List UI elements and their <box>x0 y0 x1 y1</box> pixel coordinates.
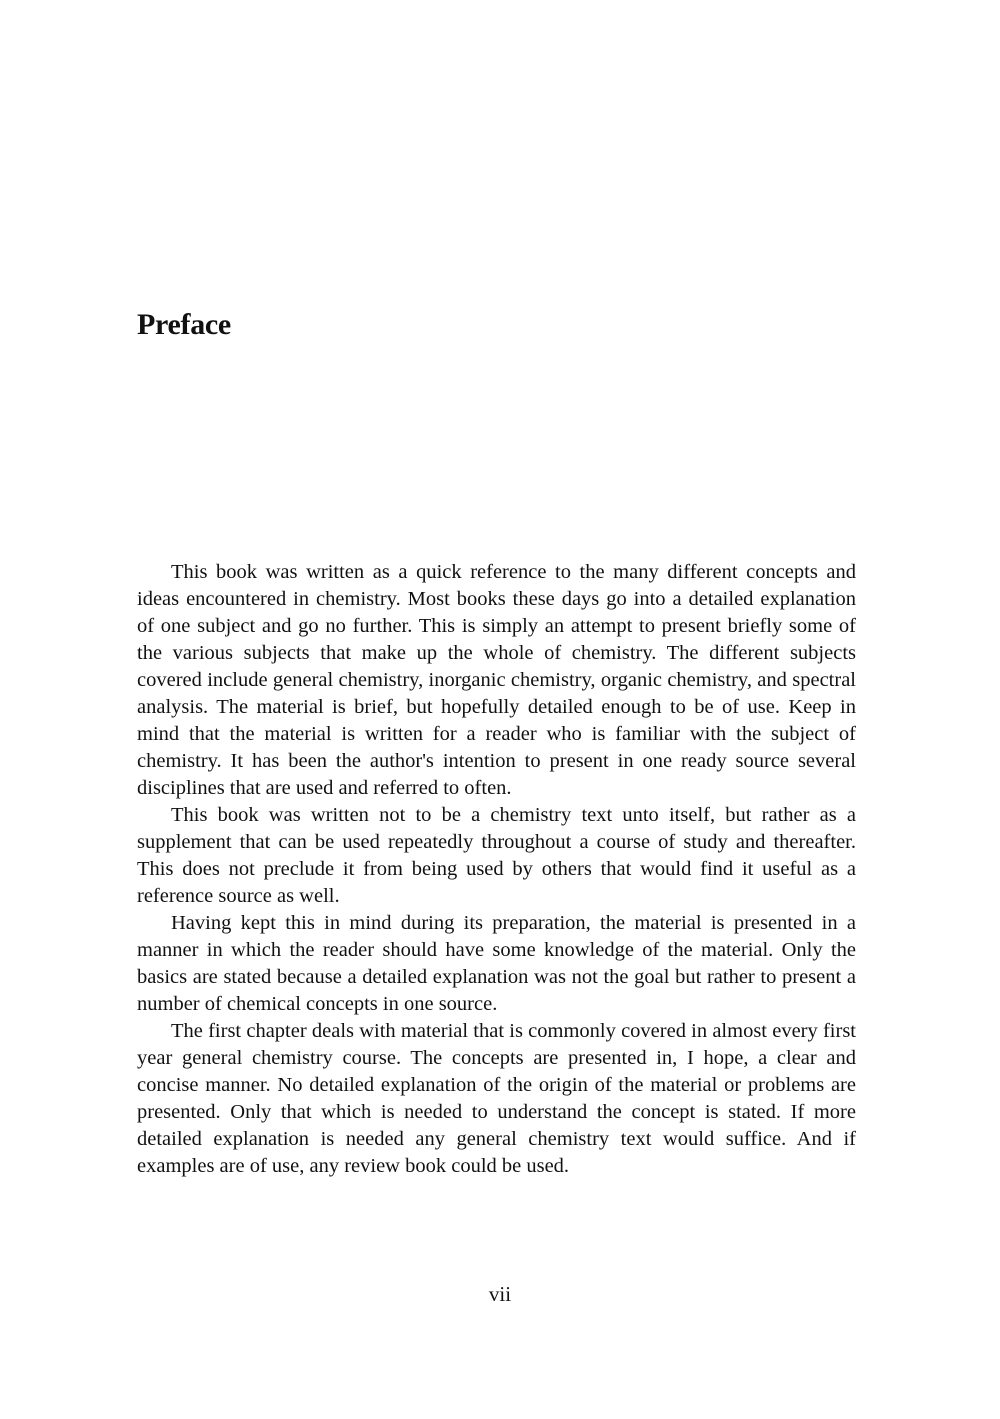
paragraph-3: Having kept this in mind during its preparation, the material is presented in a manner in which the reader should have some knowledge of the material. Only the basics are stated because a detailed explanation was not the goal but rather to present a number of chemical concepts in one source. <box>137 912 856 1015</box>
page-number: vii <box>488 1282 512 1306</box>
body-text <box>137 559 856 1180</box>
paragraph-2: This book was written not to be a chemistry text unto itself, but rather as a supplement that can be used repeatedly throughout a course of study and thereafter. This does not preclude it from being used by others that would find it useful as a reference source as well. <box>137 804 856 907</box>
paragraph-4: The first chapter deals with material that is commonly covered in almost every first year general chemistry course. The concepts are presented in, I hope, a clear and concise manner. No detailed explanation of the origin of the material or problems are presented. Only that which is needed to understand the concept is stated. If more detailed explanation is needed any general chemistry text would suffice. And if examples are of use, any review book could be used. <box>137 1020 856 1177</box>
paragraph-1: This book was written as a quick reference to the many different concepts and ideas encountered in chemistry. Most books these days go into a detailed explanation of one subject and go no further. This is simply an attempt to present briefly some of the various subjects that make up the whole of chemistry. The different subjects covered include general chemistry, inorganic chemistry, organic chemistry, and spectral analysis. The material is brief, but hopefully detailed enough to be of use. Keep in mind that the material is written for a reader who is familiar with the subject of chemistry. It has been the author's intention to present in one ready source several disciplines that are used and referred to often. <box>137 561 856 799</box>
page-title: Preface <box>137 308 231 341</box>
